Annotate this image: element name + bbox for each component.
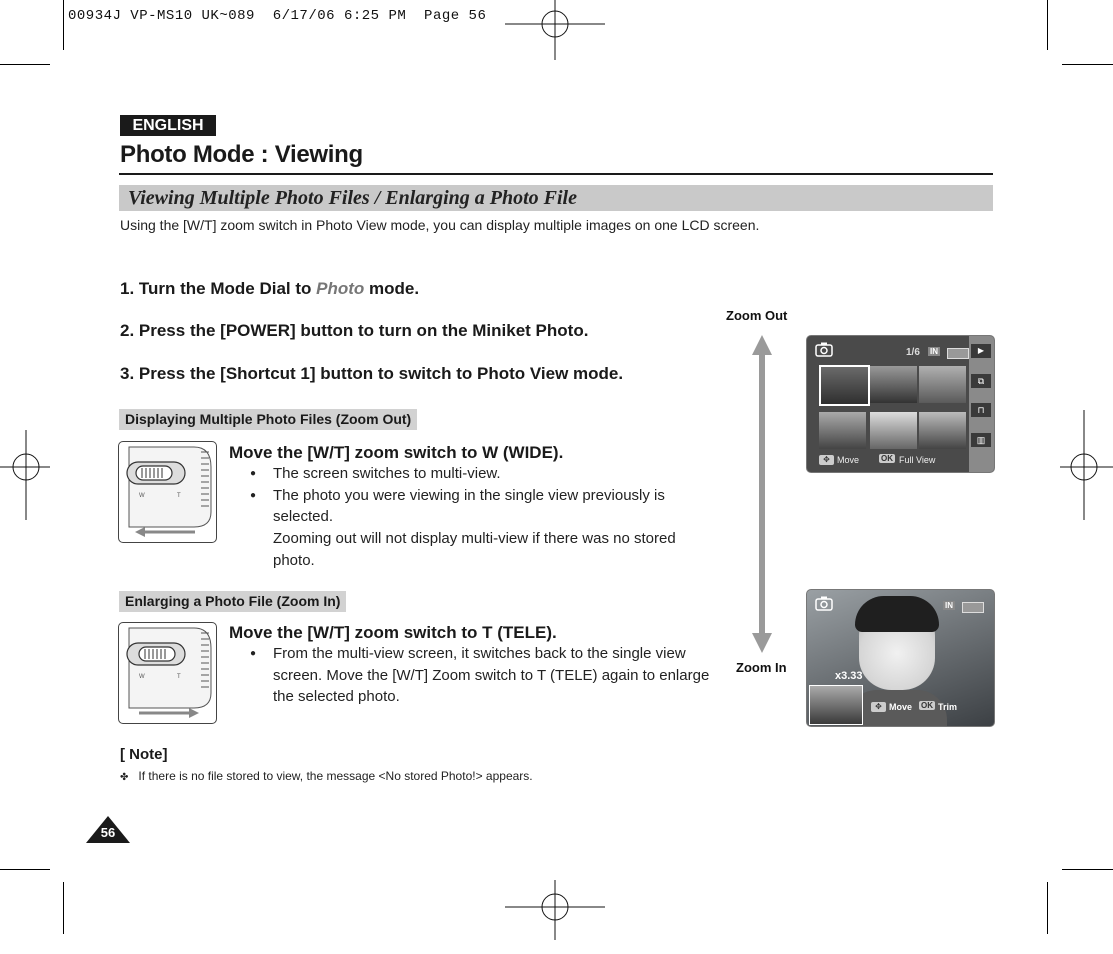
single-view-screen (806, 589, 995, 727)
memory-badge: IN (945, 601, 953, 610)
list-item: ● From the multi-view screen, it switches back to the single view screen. Move the [W/T] Zoom switch to T (TELE) again to enlarge the selected photo. (250, 643, 710, 708)
list-item: ● The screen switches to multi-view. (250, 463, 710, 485)
zoom-switch-wide-illustration (118, 441, 217, 543)
crop-mark (1047, 0, 1048, 50)
zoom-switch-icon (119, 623, 216, 723)
registration-mark (0, 430, 50, 520)
trim-label: Trim (938, 702, 958, 712)
thumbnail[interactable] (819, 412, 866, 449)
language-badge: ENGLISH (120, 115, 216, 136)
photo-hair (855, 596, 939, 632)
title-rule (119, 173, 993, 175)
note-heading: [ Note] (120, 746, 168, 763)
zoom-navigator-thumbnail (809, 685, 863, 725)
thumbnail[interactable] (870, 412, 917, 449)
crop-mark (0, 64, 50, 65)
thumbnail[interactable] (919, 366, 966, 403)
zoom-out-label: Zoom Out (726, 308, 788, 323)
zoom-switch-tele-illustration (118, 622, 217, 724)
crop-mark (1047, 882, 1048, 934)
crop-mark (63, 882, 64, 934)
zoom-out-action: Move the [W/T] zoom switch to W (WIDE). (229, 443, 564, 462)
crop-mark (0, 869, 50, 870)
zoom-in-label: Zoom In (736, 660, 787, 675)
ok-badge: OK (921, 701, 933, 710)
registration-mark (505, 880, 605, 940)
zoom-out-bullets (250, 463, 710, 528)
intro-text: Using the [W/T] zoom switch in Photo View mode, you can display multiple images on one LCD screen. (120, 217, 760, 233)
thumbnail[interactable] (919, 412, 966, 449)
switch-w-label: W (139, 493, 145, 499)
move-icon: ✥ (819, 455, 834, 465)
zoom-level: x3.33 (835, 670, 863, 682)
step-1-suffix: mode. (364, 279, 420, 298)
battery-icon (947, 348, 969, 359)
memory-badge: IN (930, 347, 938, 356)
camera-icon (815, 342, 833, 357)
zoom-out-extra: Zooming out will not display multi-view if there was no stored photo. (273, 530, 676, 569)
crop-mark (1062, 64, 1113, 65)
slideshow-icon: ⧉ (971, 374, 991, 388)
zoom-out-heading: Displaying Multiple Photo Files (Zoom Out) (119, 409, 417, 430)
page-title: Photo Mode : Viewing (120, 141, 363, 168)
registration-mark (505, 0, 605, 60)
switch-w-label: W (139, 674, 145, 680)
section-title: Viewing Multiple Photo Files / Enlarging a Photo File (128, 187, 577, 209)
note-marker-icon: ✤ (120, 772, 129, 783)
list-item: ● The photo you were viewing in the single view previously is selected. (250, 485, 710, 528)
photo-counter: 1/6 (906, 347, 920, 358)
camera-icon (815, 596, 833, 611)
step-2: 2. Press the [POWER] button to turn on the Miniket Photo. (120, 321, 589, 340)
zoom-direction-arrow (748, 335, 776, 655)
registration-mark (1060, 410, 1113, 520)
move-label: Move (837, 455, 860, 465)
zoom-in-heading: Enlarging a Photo File (Zoom In) (119, 591, 346, 612)
lock-icon: ⊓ (971, 403, 991, 417)
multi-view-screen (806, 335, 995, 473)
mode-name: Photo (316, 279, 365, 298)
thumbnail[interactable] (819, 365, 870, 406)
switch-t-label: T (177, 493, 181, 499)
zoom-switch-icon (119, 442, 216, 542)
crop-mark (1062, 869, 1113, 870)
print-header: 00934J VP-MS10 UK~089 6/17/06 6:25 PM Page 56 (68, 8, 487, 24)
move-label: Move (889, 702, 913, 712)
play-icon: ▶ (971, 344, 991, 358)
thumbnail[interactable] (870, 366, 917, 403)
note-text (120, 769, 533, 783)
step-3: 3. Press the [Shortcut 1] button to switch to Photo View mode. (120, 364, 624, 383)
zoom-in-action: Move the [W/T] zoom switch to T (TELE). (229, 623, 557, 642)
switch-t-label: T (177, 674, 181, 680)
move-icon: ✥ (871, 702, 886, 712)
page-number: 56 (100, 825, 116, 840)
battery-icon (962, 602, 984, 613)
trash-icon: ▥ (971, 433, 991, 447)
full-view-label: Full View (899, 455, 936, 465)
step-1 (120, 279, 419, 299)
note-body: If there is no file stored to view, the message <No stored Photo!> appears. (138, 769, 533, 783)
step-1-text: 1. Turn the Mode Dial to (120, 279, 317, 298)
crop-mark (63, 0, 64, 50)
zoom-in-bullets (250, 643, 710, 708)
ok-badge: OK (881, 454, 893, 463)
